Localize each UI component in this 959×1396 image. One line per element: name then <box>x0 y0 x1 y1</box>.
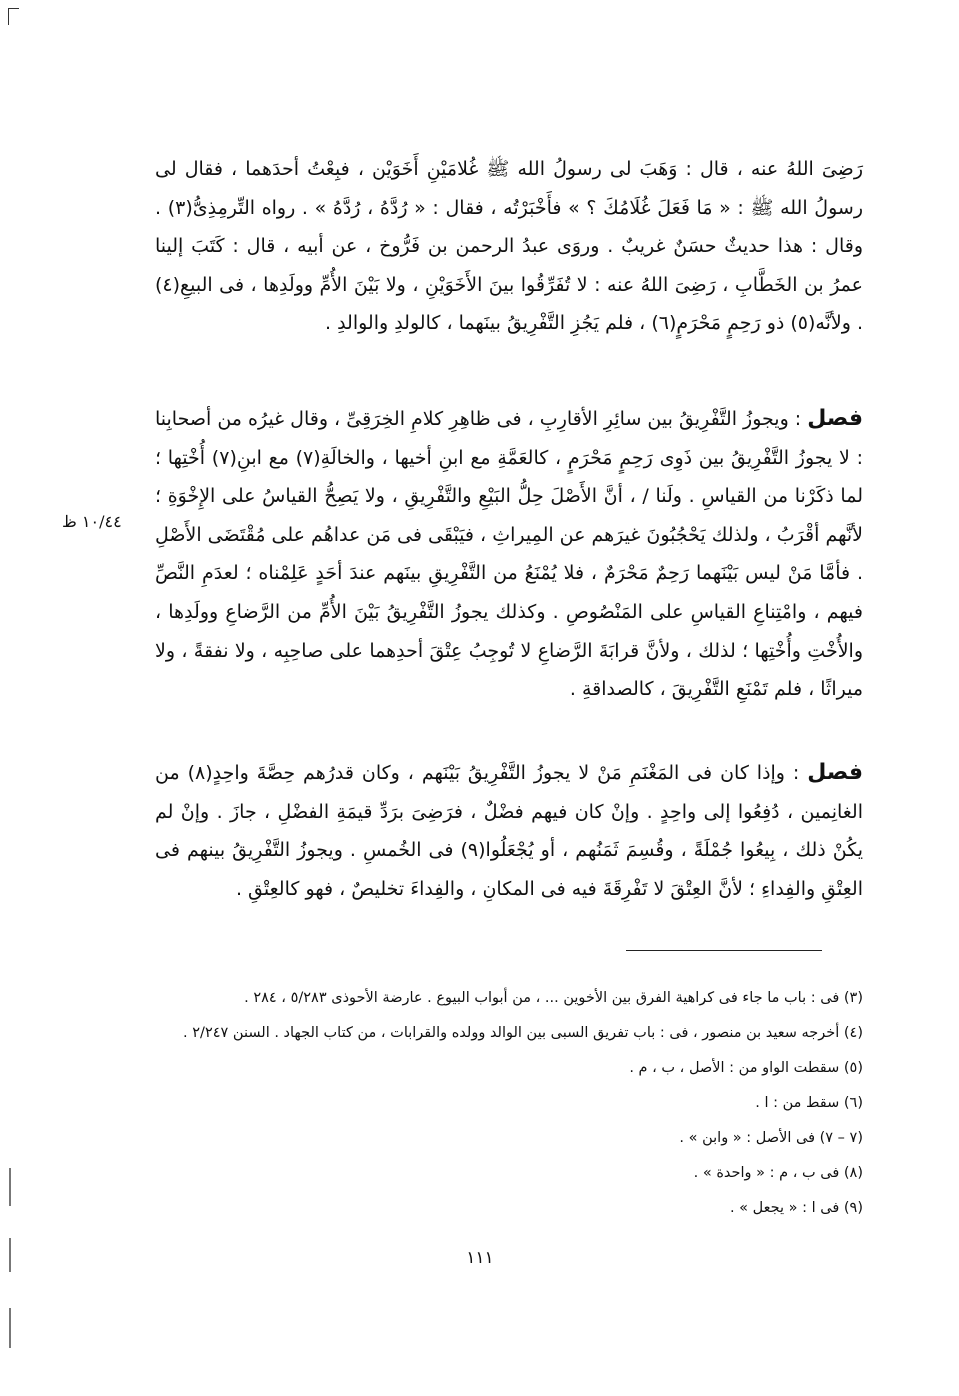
footnote: (٥) سقطت الواو من : الأصل ، ب ، م . <box>629 1060 863 1076</box>
paragraph-fasl-relatives <box>155 400 863 709</box>
paragraph-text: : ويجوزُ التَّفْرِيقُ بين سائِرِ الأقارِبِ ، فى ظاهِرِ كلامِ الخِرَقِىِّ ، وقال غيرُه من أصحابِنا : لا يجوزُ التَّفْرِيقُ بين ذَوِى رَحِمٍ مَحْرَمٍ ، كالعَمَّةِ مع ابنِ أخيها ، والخالَةِ(٧) مع ابنِ(٧) أُخْتِها ؛ لما ذكَرْنا من القياسِ . ولَنا / ، أنَّ الأَصْلَ حِلُّ البَيْعِ والتَّفْرِيقِ ، ولا يَصِحُّ القياسُ على الإِخْوَةِ ؛ لأنَّهم أقْرَبُ ، ولذلك يَحْجُبُونَ غيرَهم عن المِيراثِ ، فيَبْقَى فى مَن عداهُم على مُقْتَضَى الأَصْلِ . فأمَّا مَنْ ليس بَيْنَهما رَحِمٌ مَحْرَمٌ ، فلا يُمْنَعُ من التَّفْرِيقِ بينَهم عندَ أحَدٍ عَلِمْناه ؛ لعدَمِ النَّصِّ فيهم ، وامْتِناعِ القياسِ على المَنْصُوصِ . وكذلك يجوزُ التَّفْرِيقُ بَيْنَ الأُمِّ من الرَّضاعِ وولَدِها ، والأُخْتِ وأُخْتِها ؛ لذلك ، ولأنَّ قرابَةَ الرَّضاعِ لا تُوجِبُ عِتْقَ أحدِهما على صاحِبِه ، ولا نفقةً ، ولا ميراثًا ، فلم تَمْنَعِ التَّفْرِيقَ ، كالصداقةِ . <box>155 408 863 701</box>
footnote-separator <box>626 950 822 951</box>
section-label: فصل <box>807 760 863 785</box>
margin-manuscript-reference: ١٠/٤٤ ظ <box>62 512 122 531</box>
scan-edge-lines <box>9 1168 11 1348</box>
paragraph-fasl-spoils <box>155 754 863 908</box>
footnotes <box>155 985 863 1230</box>
footnote: (٦) سقط من : ا . <box>755 1095 863 1111</box>
footnote: (٨) فى ب ، م : « واحدة » . <box>693 1165 863 1181</box>
footnote: (٣) فى : باب ما جاء فى كراهية الفرق بين الأخوين ... ، من أبواب البيوع . عارضة الأحوذى ٥/٢٨٣ ، ٢٨٤ . <box>244 990 863 1006</box>
page-number: ١١١ <box>466 1248 494 1268</box>
section-label: فصل <box>807 406 863 431</box>
footnote: (٤) أخرجه سعيد بن منصور ، فى : باب تفريق السبى بين الوالد وولده والقرابات ، من كتاب الجهاد . السنن ٢/٢٤٧ . <box>183 1025 863 1041</box>
paragraph-text: رَضِىَ اللهُ عنه ، قال : وَهَبَ لى رسولُ الله ﷺ غُلامَيْنِ أَخَوَيْن ، فبِعْتُ أحدَهما ، فقال لى رسولُ الله ﷺ : « مَا فَعَلَ غُلَامُكَ ؟ » فأَخْبَرْتُه ، فقال : « رُدَّهُ ، رُدَّهُ » . رواه التِّرمِذِىُّ(٣) . وقال : هذا حديثٌ حسَنٌ غريبٌ . وروَى عبدُ الرحمن بن فَرُّوخ ، عن أبيه ، قال : كَتَبَ إلينا عمرُ بن الخَطَّابِ ، رَضِىَ اللهُ عنه : لا تُفَرِّقُوا بينَ الأَخَوَيْنِ ، ولا بَيْنَ الأُمِّ وولَدِها ، فى البيعِ(٤) . ولأنَّه(٥) ذو رَحِمٍ مَحْرَمٍ(٦) ، فلم يَجُزِ التَّفْرِيقُ بينَهما ، كالولدِ والوالدِ . <box>155 158 863 335</box>
footnote: (٩) فى ا : « يجعل » . <box>729 1200 863 1216</box>
paragraph-hadith <box>155 150 863 343</box>
paragraph-text: : وإذا كان فى المَغْنَمِ مَنْ لا يجوزُ التَّفْرِيقُ بَيْنَهم ، وكان قدرُهم حِصَّةَ واحِدٍ(٨) من الغانِمين ، دُفِعُوا إلى واحِدٍ . وإنْ كان فيهم فضْلٌ ، فرَضِىَ برَدِّ قيمَةِ الفضْلِ ، جازَ . وإنْ لم يكُنْ ذلك ، بِيعُوا جُمْلَةً ، وقُسِمَ ثَمَنُهم ، أو يُجْعَلُوا(٩) فى الخُمسِ . ويجوزُ التَّفْرِيقُ بينهم فى العِتْقِ والفِداءِ ؛ لأنَّ العِتْقَ لا تَفْرِقَةَ فيه فى المكانِ ، والفِداءَ تخليصٌ ، فهو كالعِتْقِ . <box>155 762 863 900</box>
footnote: (٧ – ٧) فى الأصل : « وابن » . <box>679 1130 863 1146</box>
corner-crop-mark <box>8 8 19 25</box>
